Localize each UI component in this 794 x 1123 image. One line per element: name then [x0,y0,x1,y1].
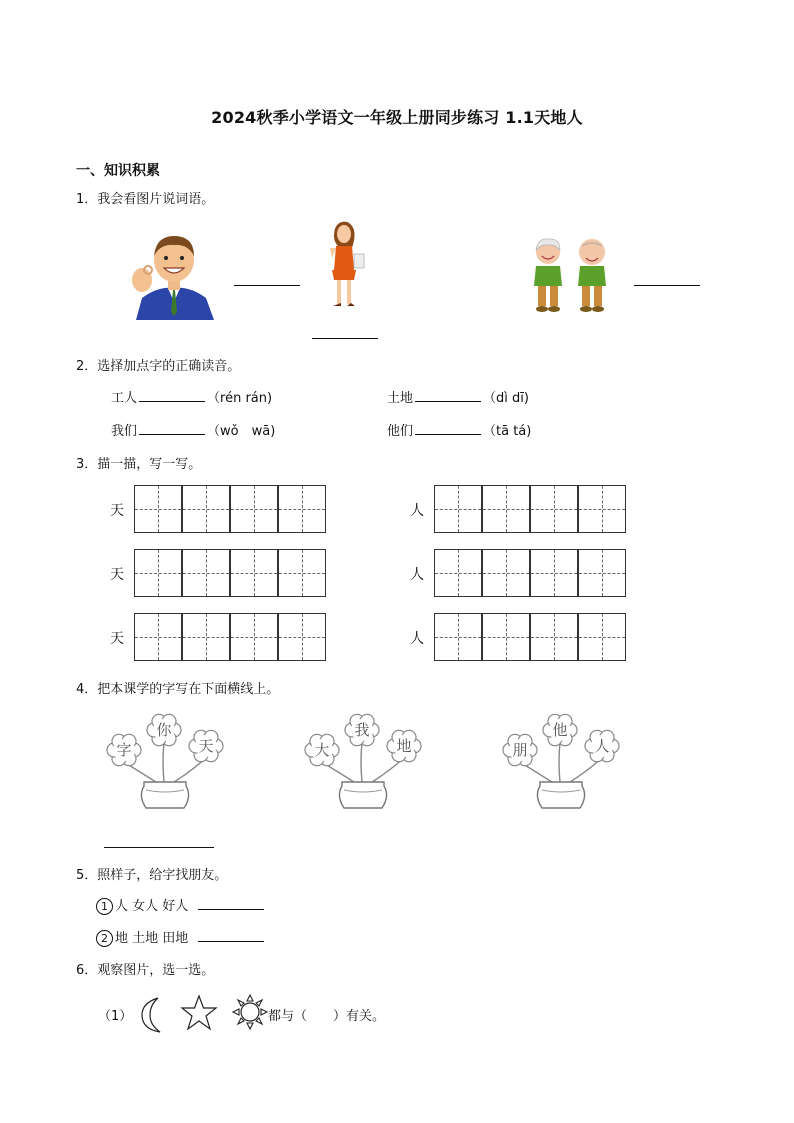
woman-image [320,218,372,310]
page-title: 2024秋季小学语文一年级上册同步练习 1.1天地人 [211,108,583,127]
item-number: （1） [98,1009,133,1024]
pinyin-word: 工人 [111,391,138,406]
pinyin-options: （tā tá) [483,424,532,439]
trace-character: 天 [110,631,124,647]
trace-character: 人 [410,631,424,647]
writing-cell[interactable] [278,549,326,597]
question-1: 1．我会看图片说词语。 [76,192,215,207]
answer-blank[interactable] [415,389,481,402]
trace-character: 天 [110,567,124,583]
pinyin-item [111,387,272,406]
writing-cell[interactable] [134,613,182,661]
answer-line[interactable] [234,285,300,286]
sun-icon [230,992,270,1032]
writing-cell[interactable] [134,549,182,597]
question-4: 4．把本课学的字写在下面横线上。 [76,682,280,697]
writing-cell[interactable] [530,549,578,597]
answer-line[interactable] [634,285,700,286]
pinyin-options: （wǒ wā) [207,424,276,439]
flower-character: 人 [594,737,610,755]
pinyin-options: （rén rán) [207,391,273,406]
pinyin-options: （dì dī) [483,391,529,406]
pinyin-item [387,420,531,439]
answer-blank[interactable] [415,422,481,435]
flower-character: 我 [354,721,370,739]
writing-cell[interactable] [530,613,578,661]
writing-cell[interactable] [434,549,482,597]
question-2: 2．选择加点字的正确读音。 [76,359,241,374]
section-heading: 一、知识积累 [76,163,160,179]
writing-cell[interactable] [482,549,530,597]
writing-cell[interactable] [530,485,578,533]
trace-character: 人 [410,567,424,583]
pinyin-item [111,420,275,439]
writing-cell[interactable] [434,613,482,661]
pinyin-word: 他们 [387,424,414,439]
writing-cell[interactable] [482,613,530,661]
writing-cell[interactable] [182,613,230,661]
writing-cell[interactable] [578,613,626,661]
man-image [128,228,220,320]
moon-icon [136,995,170,1035]
answer-blank[interactable] [139,422,205,435]
pinyin-word: 土地 [387,391,414,406]
writing-cell[interactable] [230,485,278,533]
flower-character: 地 [396,737,412,755]
circled-number: 2 [96,930,113,947]
pinyin-word: 我们 [111,424,138,439]
trace-character: 天 [110,503,124,519]
pinyin-item [387,387,529,406]
answer-blank[interactable] [198,897,264,910]
elderly-couple-image [524,236,618,314]
answer-line[interactable] [104,847,214,848]
answer-blank[interactable] [198,929,264,942]
star-icon [180,994,218,1032]
flower-character: 大 [314,741,330,759]
word-friend-text: 地 土地 田地 [115,931,189,946]
question-3: 3．描一描，写一写。 [76,457,202,472]
flower-character: 字 [116,741,132,759]
word-friend-row [96,895,266,915]
question-5: 5．照样子，给字找朋友。 [76,868,228,883]
writing-cell[interactable] [134,485,182,533]
flower-pot [100,710,230,814]
writing-cell[interactable] [578,485,626,533]
question-6: 6．观察图片，选一选。 [76,963,215,978]
flower-pot [298,710,428,814]
trace-character: 人 [410,503,424,519]
answer-line[interactable] [312,338,378,339]
answer-blank[interactable] [139,389,205,402]
flower-character: 他 [552,721,568,739]
writing-cell[interactable] [482,485,530,533]
flower-character: 你 [156,721,172,739]
writing-cell[interactable] [182,485,230,533]
writing-cell[interactable] [434,485,482,533]
flower-character: 天 [198,737,214,755]
writing-cell[interactable] [230,613,278,661]
circled-number: 1 [96,898,113,915]
word-friend-row [96,927,266,947]
question-6-text: 都与（ ）有关。 [268,1009,386,1024]
writing-cell[interactable] [578,549,626,597]
flower-pot [496,710,626,814]
word-friend-text: 人 女人 好人 [115,899,189,914]
writing-cell[interactable] [182,549,230,597]
writing-cell[interactable] [278,485,326,533]
flower-character: 朋 [512,741,528,759]
writing-cell[interactable] [230,549,278,597]
writing-cell[interactable] [278,613,326,661]
